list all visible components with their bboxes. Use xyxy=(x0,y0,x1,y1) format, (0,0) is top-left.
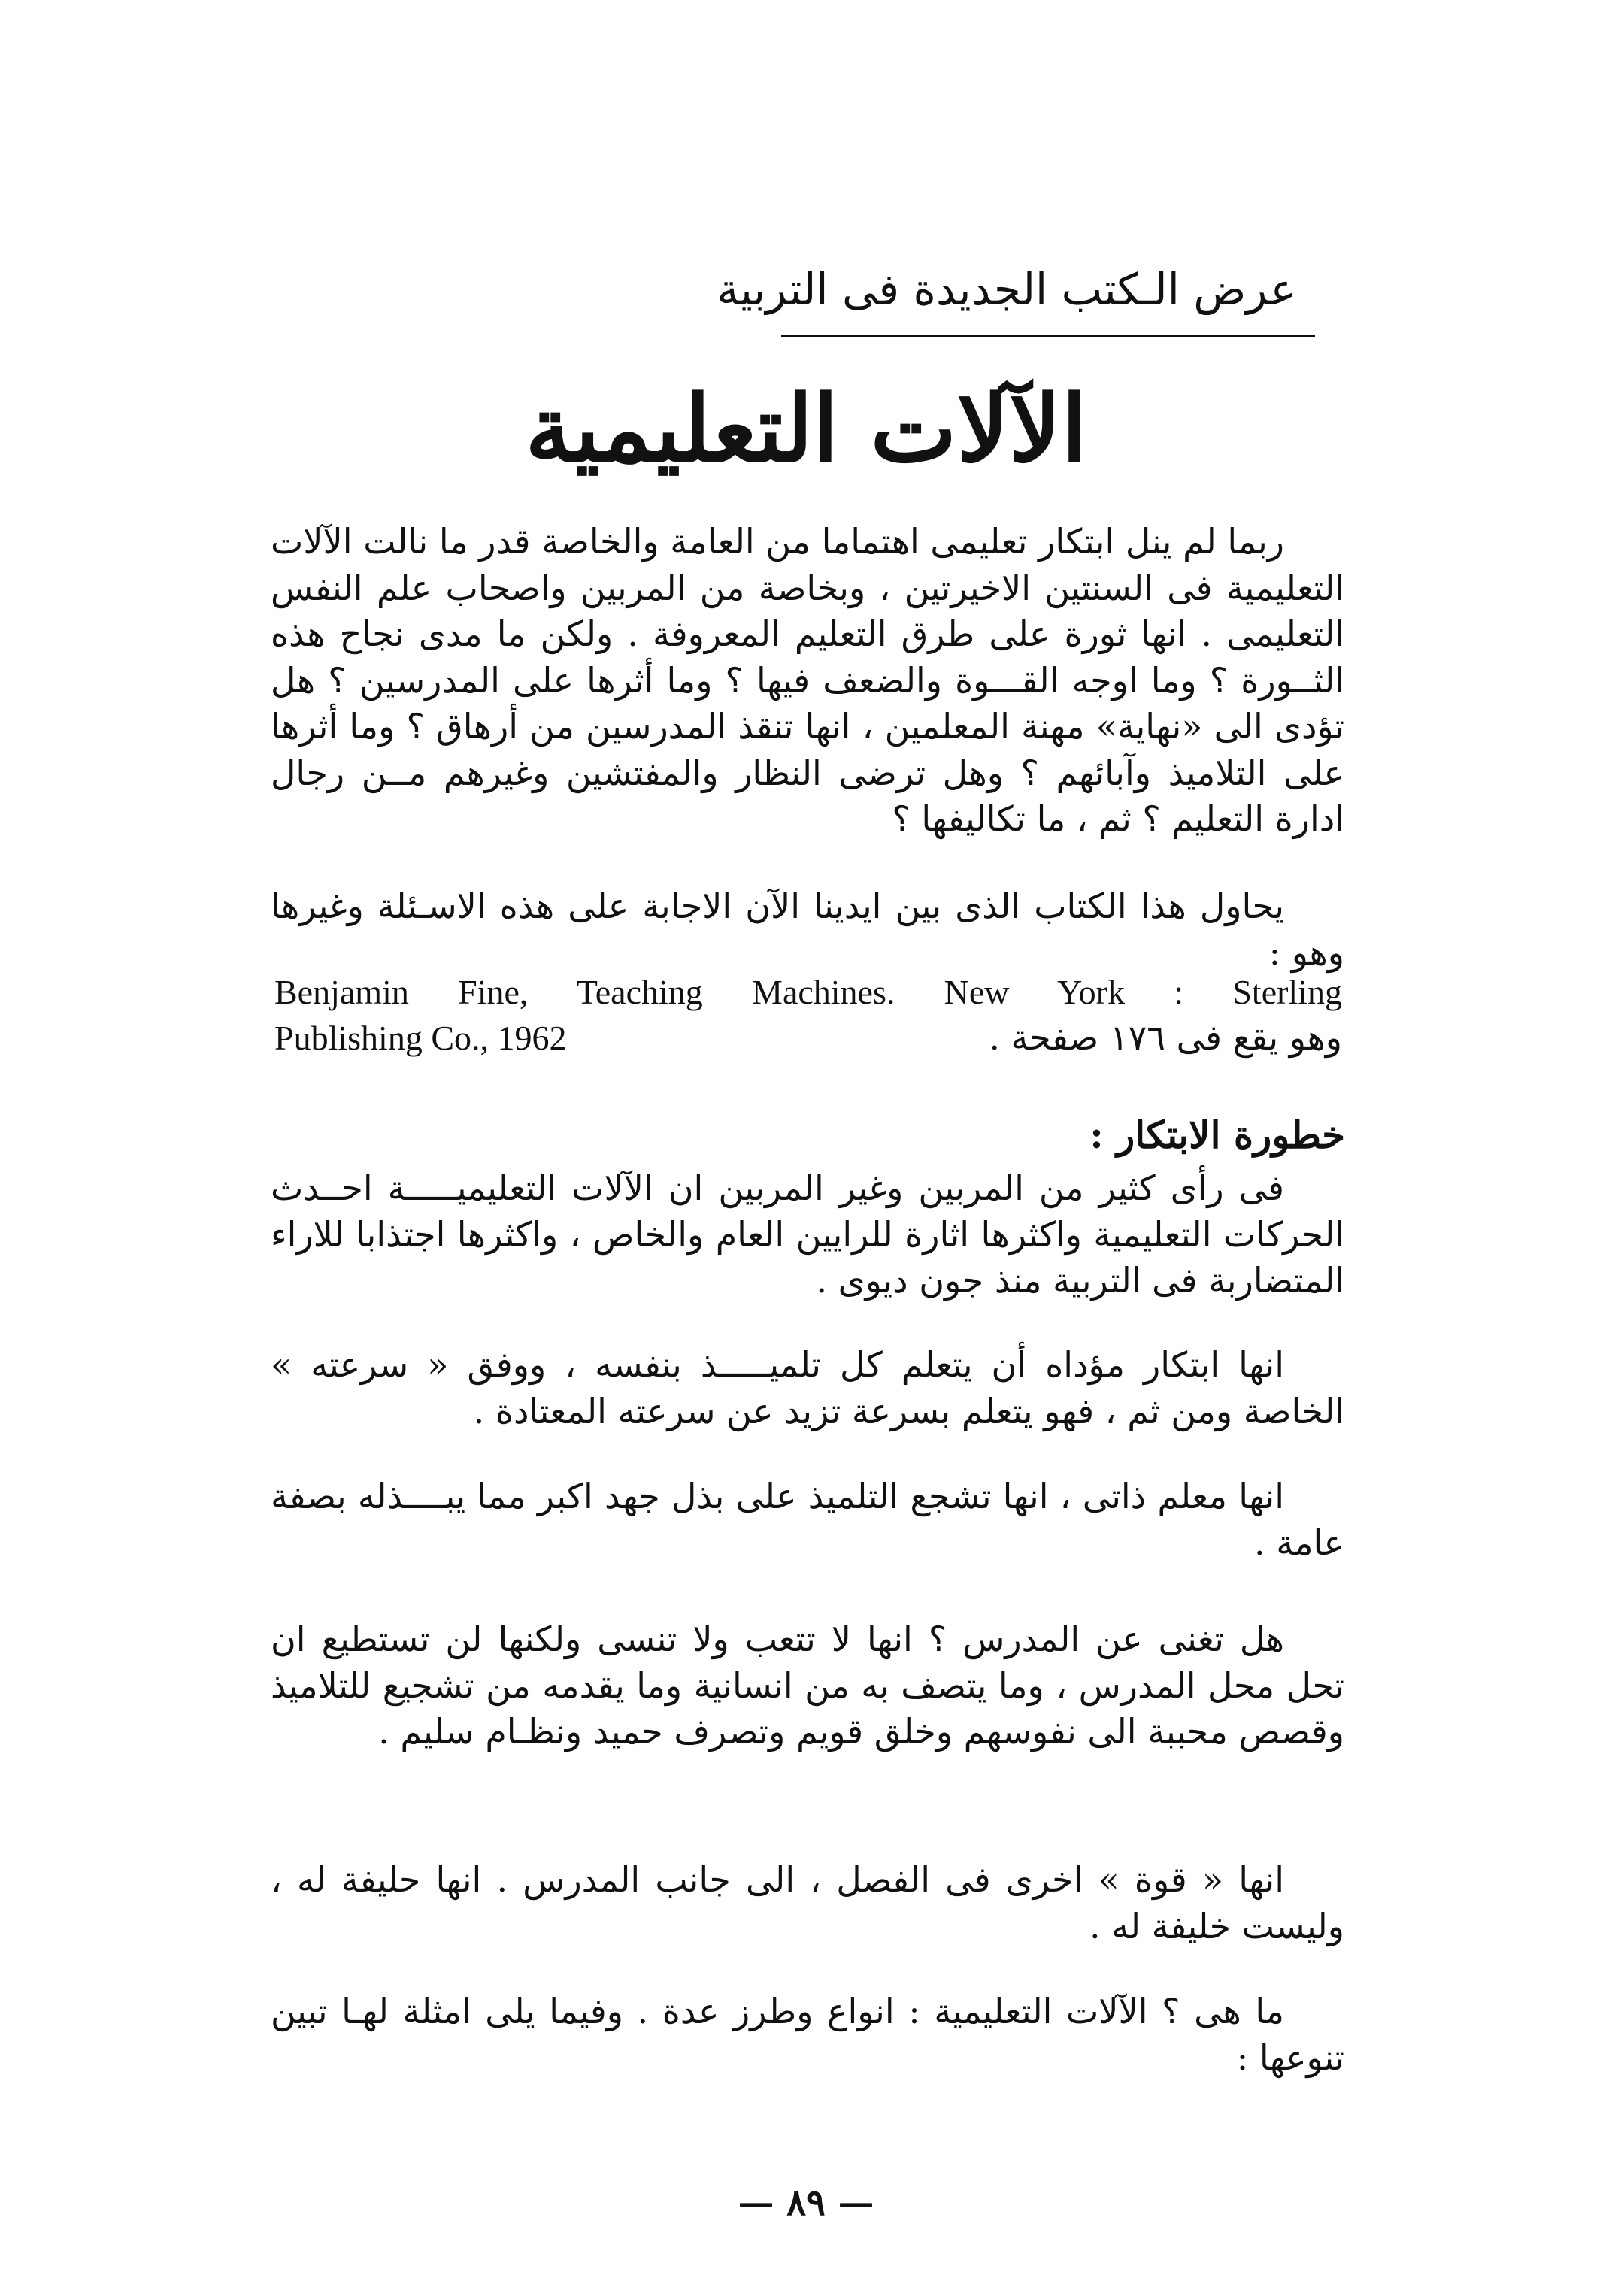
header-underline xyxy=(781,335,1315,337)
paragraph-replace-teacher: هل تغنى عن المدرس ؟ انها لا تتعب ولا تنسى ولكنها لن تستطيع ان تحل محل المدرس ، وما يتصف به من انسانية وما يقدمه من تشجيع للتلاميذ وقصص محببة الى نفوسهم وخلق قويم وتصرف حميد ونظـام سليم . xyxy=(271,1619,1344,1752)
book-citation xyxy=(274,970,1342,1061)
section-header: عرض الـكتب الجديدة فى التربية xyxy=(717,264,1296,315)
page-number: — ٨٩ — xyxy=(738,2182,874,2224)
article-title: الآلات التعليمية xyxy=(525,374,1087,483)
citation-line-2: Publishing Co., 1962 xyxy=(274,1019,567,1057)
section-subheading: خطورة الابتكار : xyxy=(1089,1113,1345,1157)
paragraph-self-teacher: انها معلم ذاتى ، انها تشجع التلميذ على بذل جهد اكبر مما يبــــذله بصفة عامة . xyxy=(271,1476,1344,1563)
paragraph-intro: ربما لم ينل ابتكار تعليمى اهتماما من العامة والخاصة قدر ما نالت الآلات التعليمية فى السنتين الاخيرتين ، وبخاصة من المربين واصحاب علم النفس التعليمى . انها ثورة على طرق التعليم المعروفة . ولكن ما مدى نجاح هذه الثــورة ؟ وما اوجه القـــوة والضعف فيها ؟ وما أثرها على المدرسين ؟ هل تؤدى الى «نهاية» مهنة المعلمين ، انها تنقذ المدرسين من أرهاق ؟ وما أثرها على التلاميذ وآبائهم ؟ وهل ترضى النظار والمفتشين وغيرهم مــن رجال ادارة التعليم ؟ ثم ، ما تكاليفها ؟ xyxy=(271,521,1344,839)
paragraph-what-are-they: ما هى ؟ الآلات التعليمية : انواع وطرز عدة . وفيما يلى امثلة لهـا تبين تنوعها : xyxy=(271,1991,1344,2078)
citation-line-1: Benjamin Fine, Teaching Machines. New York : Sterling xyxy=(274,973,1342,1011)
paragraph-self-pace: انها ابتكار مؤداه أن يتعلم كل تلميـــــذ بنفسه ، ووفق « سرعته » الخاصة ومن ثم ، فهو يتعلم بسرعة تزيد عن سرعته المعتادة . xyxy=(271,1344,1344,1431)
citation-row-2 xyxy=(274,1015,1342,1061)
paragraph-ally: انها « قوة » اخرى فى الفصل ، الى جانب المدرس . انها حليفة له ، وليست خليفة له . xyxy=(271,1859,1344,1946)
paragraph-book-intro: يحاول هذا الكتاب الذى بين ايدينا الآن الاجابة على هذه الاسـئلة وغيرها وهو : xyxy=(271,886,1344,973)
citation-page-count: وهو يقع فى ١٧٦ صفحة . xyxy=(989,1017,1342,1058)
paragraph-opinion: فى رأى كثير من المربين وغير المربين ان الآلات التعليميـــــة احــدث الحركات التعليمية واكثرها اثارة للرايين العام والخاص ، واكثرها اجتذابا للاراء المتضاربة فى التربية منذ جون ديوى . xyxy=(271,1168,1344,1301)
